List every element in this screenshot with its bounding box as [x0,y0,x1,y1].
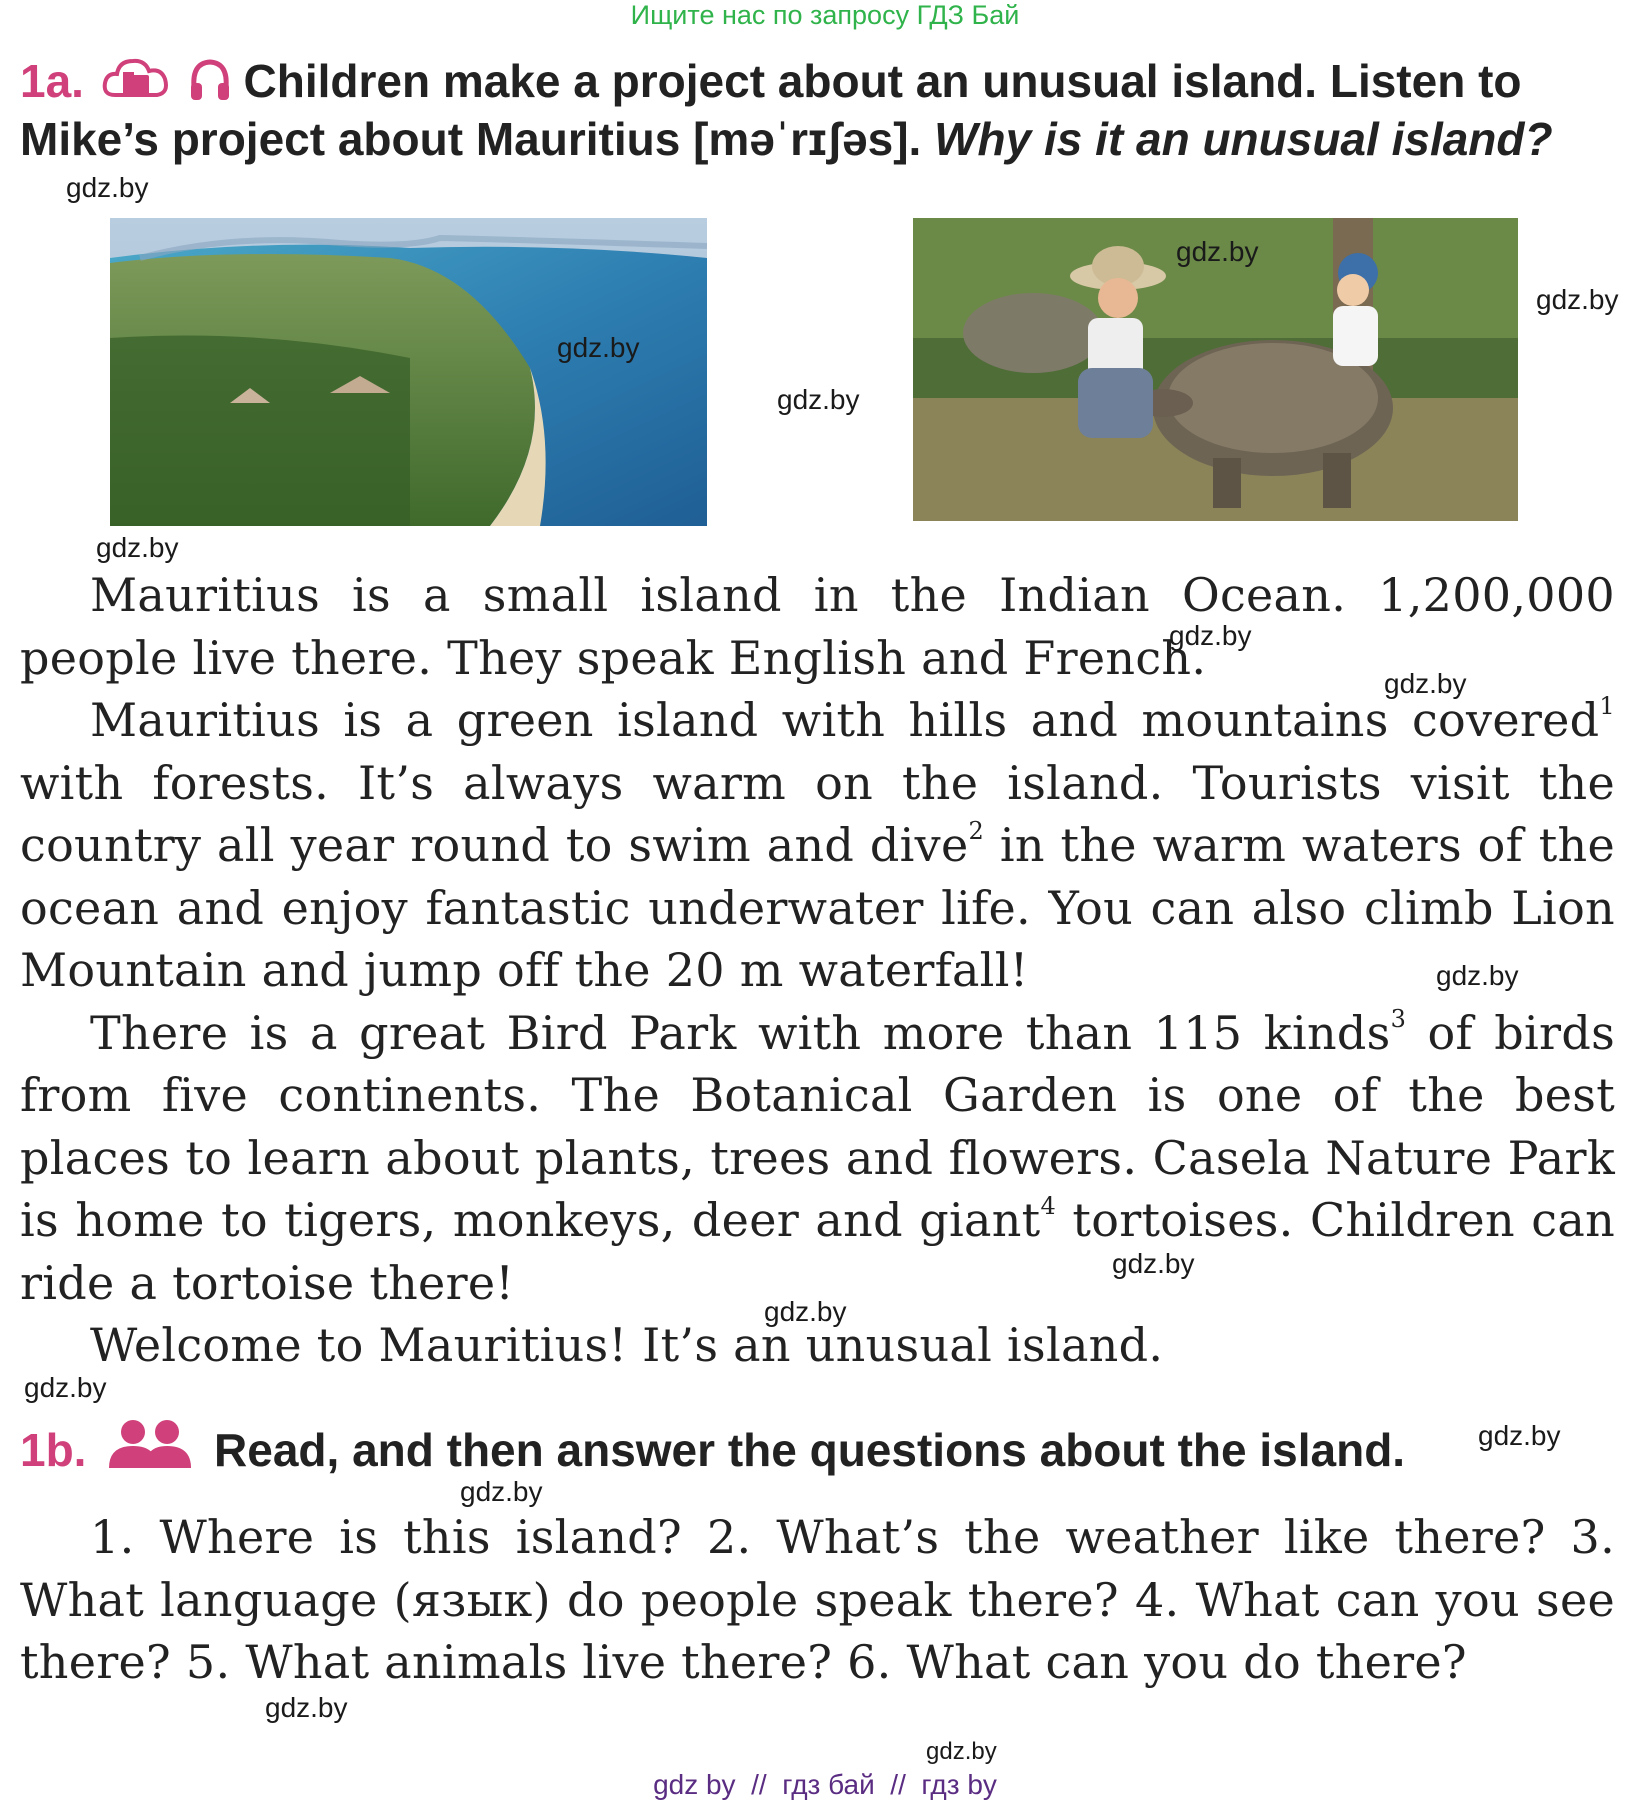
task-1b-header [20,1418,1620,1479]
watermark: gdz.by [24,1372,107,1403]
reading-text [20,564,1615,1377]
task-1a-question: Why is it an unusual island? [934,113,1553,165]
footer-watermark: gdz by // гдз бай // гдз by [653,1769,997,1800]
footnote-3: 3 [1390,1004,1407,1033]
watermark: gdz.by [557,332,640,363]
task-1a-number: 1a. [20,55,84,107]
footnote-2: 2 [968,817,985,845]
watermark: gdz.by [66,172,149,203]
watermark: gdz.by [1536,284,1619,315]
paragraph-1: Mauritius is a small island in the Indian Ocean. 1,200,000 people live there. They speak English and French. [20,568,1615,685]
footnote-4: 4 [1040,1192,1057,1220]
watermark: gdz.by [926,1738,997,1765]
watermark: gdz.by [265,1692,348,1723]
watermark: gdz.by [1112,1248,1195,1279]
watermark: gdz.by [1384,668,1467,699]
paragraph-3: There is a great Bird Park with more than 115 kinds$^3$ of birds from five continents. The Botanical Garden is one of the best places to learn about plants, trees and flowers. Casela Nature Park is home to tigers, monkeys, deer and giant$^4$ tortoises. Children can ride a tortoise there! [20,1004,1616,1310]
watermark: gdz.by [1176,236,1259,267]
questions-paragraph: 1. Where is this island? 2. What’s the weather like there? 3. What language (язык) do people speak there? 4. What can you see there? 5. What animals live there? 6. What can you do there? [20,1510,1615,1689]
footnote-1: 1 [1599,692,1615,720]
paragraph-4: Welcome to Mauritius! It’s an unusual island. [90,1318,1164,1372]
mauritius-coast-aerial-photo [110,218,707,526]
headphones-icon [188,57,232,103]
top-banner: Ищите нас по запросу ГДЗ Бай [630,0,1020,30]
watermark: gdz.by [460,1476,543,1507]
watermark: gdz.by [764,1296,847,1327]
pair-work-icon [105,1418,195,1470]
watermark: gdz.by [777,384,860,415]
task-1a-header [20,52,1620,168]
watermark: gdz.by [96,532,179,563]
task-1b-title: Read, and then answer the questions about the island. [214,1424,1406,1476]
watermark: gdz.by [1478,1420,1561,1451]
watermark: gdz.by [1169,620,1252,651]
task-1a-title: Children make a project about an unusual island. Listen to Mike’s project about Mauritius [məˈrɪʃəs]. [20,55,1522,165]
task-1b-number: 1b. [20,1424,87,1476]
watermark: gdz.by [1436,960,1519,991]
cloud-folder-icon [101,55,171,103]
questions-text [20,1506,1615,1694]
paragraph-2: Mauritius is a green island with hills and mountains covered$^1$ with forests. It’s always warm on the island. Tourists visit the country all year round to swim and dive$^2$ in the warm waters of the ocean and enjoy fantastic underwater life. You can also climb Lion Mountain and jump off the 20 m waterfall! [20,692,1615,997]
